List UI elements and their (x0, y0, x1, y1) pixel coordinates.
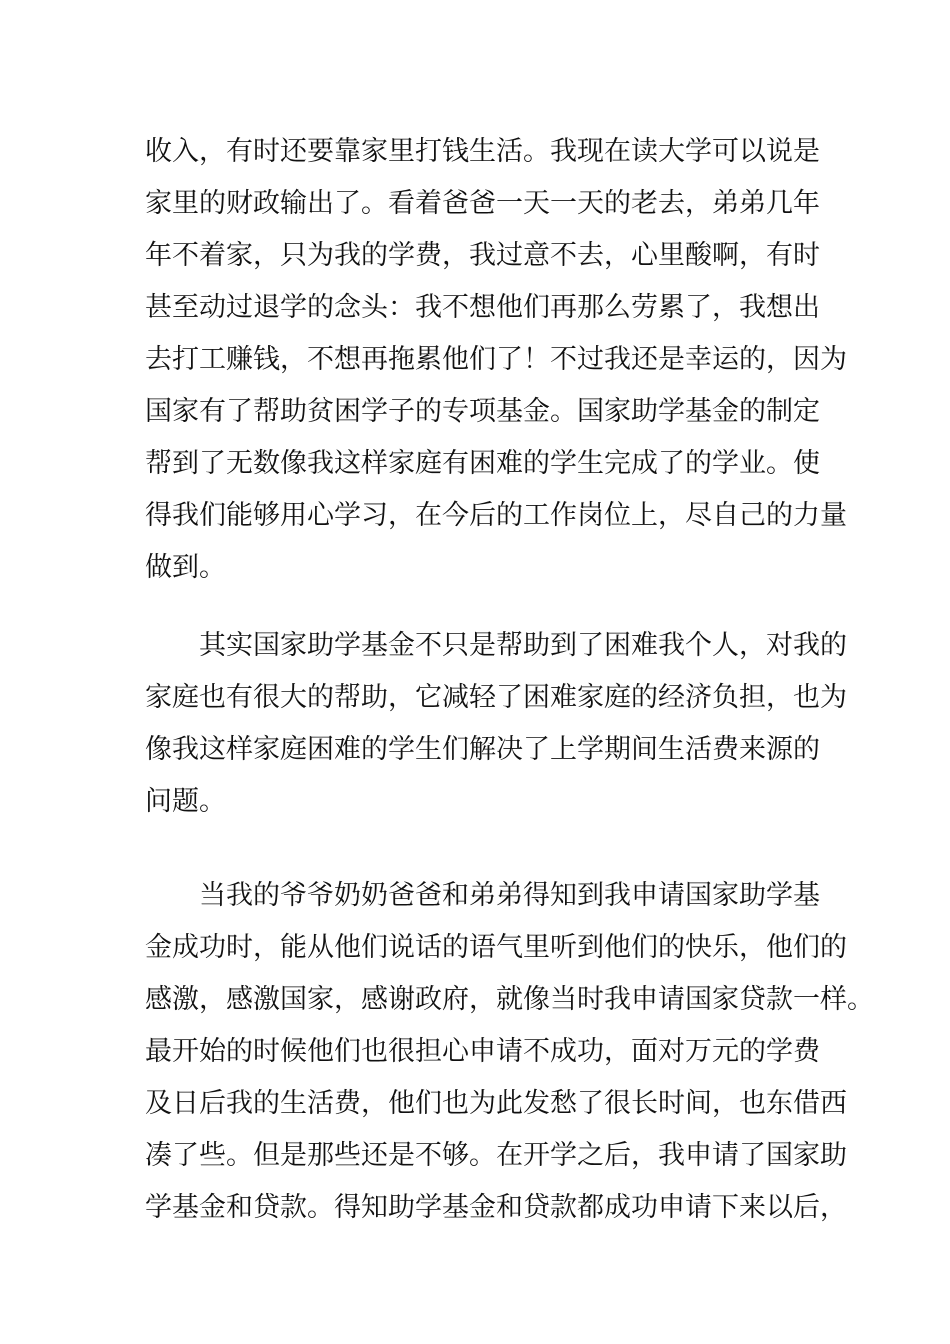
text-line: 其实国家助学基金不只是帮助到了困难我个人，对我的 (199, 630, 847, 661)
text-line: 家庭也有很大的帮助，它减轻了困难家庭的经济负担，也为 (145, 682, 847, 713)
text-line: 当我的爷爷奶奶爸爸和弟弟得知到我申请国家助学基 (199, 880, 820, 911)
text-line: 帮到了无数像我这样家庭有困难的学生完成了的学业。使 (145, 448, 820, 479)
text-line: 金成功时，能从他们说话的语气里听到他们的快乐，他们的 (145, 932, 847, 963)
text-line: 做到。 (145, 552, 226, 583)
paragraph-3 (145, 870, 874, 1234)
text-line: 甚至动过退学的念头：我不想他们再那么劳累了，我想出 (145, 292, 820, 323)
text-line: 收入，有时还要靠家里打钱生活。我现在读大学可以说是 (145, 136, 820, 167)
text-line: 最开始的时候他们也很担心申请不成功，面对万元的学费 (145, 1036, 820, 1067)
paragraph-2 (145, 620, 847, 828)
text-line: 学基金和贷款。得知助学基金和贷款都成功申请下来以后， (145, 1192, 847, 1223)
text-line: 国家有了帮助贫困学子的专项基金。国家助学基金的制定 (145, 396, 820, 427)
text-line: 家里的财政输出了。看着爸爸一天一天的老去，弟弟几年 (145, 188, 820, 219)
text-line: 得我们能够用心学习，在今后的工作岗位上，尽自己的力量 (145, 500, 847, 531)
text-line: 感激，感激国家，感谢政府，就像当时我申请国家贷款一样。 (145, 984, 874, 1015)
text-line: 年不着家，只为我的学费，我过意不去，心里酸啊，有时 (145, 240, 820, 271)
text-line: 及日后我的生活费，他们也为此发愁了很长时间，也东借西 (145, 1088, 847, 1119)
text-line: 问题。 (145, 786, 226, 817)
text-line: 像我这样家庭困难的学生们解决了上学期间生活费来源的 (145, 734, 820, 765)
text-line: 去打工赚钱，不想再拖累他们了！不过我还是幸运的，因为 (145, 344, 847, 375)
text-line: 凑了些。但是那些还是不够。在开学之后，我申请了国家助 (145, 1140, 847, 1171)
paragraph-1 (145, 126, 847, 594)
